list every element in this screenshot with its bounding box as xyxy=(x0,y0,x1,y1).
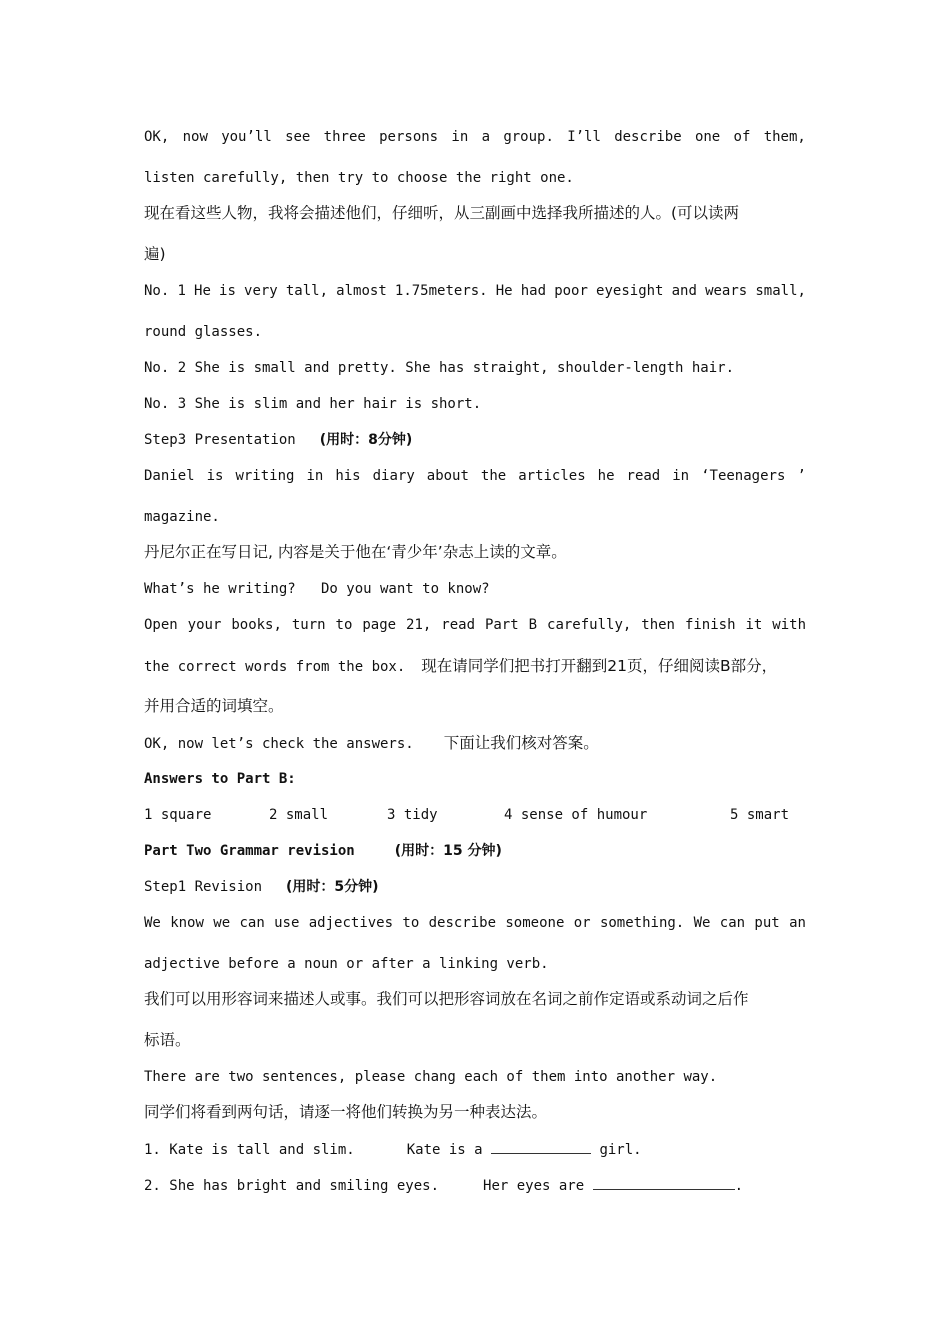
word: he xyxy=(597,468,615,484)
word: then xyxy=(641,617,675,633)
step1-heading xyxy=(144,878,379,896)
word: Part xyxy=(484,617,519,633)
adjective-chinese-line-1: 我们可以用形容词来描述人或事。我们可以把形容词放在名词之前作定语或系动词之后作 xyxy=(144,990,749,1008)
word: read xyxy=(441,617,475,633)
answers-heading: Answers to Part B: xyxy=(144,771,296,787)
exercise-2-end: . xyxy=(734,1178,744,1194)
word: now xyxy=(182,129,208,145)
exercise-2-prompt: Her eyes are xyxy=(483,1178,585,1194)
check-answers-line xyxy=(144,734,599,753)
word: group. xyxy=(503,129,554,145)
paragraph-line-2: listen carefully, then try to choose the right one. xyxy=(144,170,574,186)
word: turn xyxy=(291,617,326,633)
word: 21, xyxy=(406,617,432,633)
exercise-2-blank[interactable] xyxy=(593,1176,735,1190)
exercise-1-blank[interactable] xyxy=(491,1140,591,1154)
word: writing xyxy=(235,468,295,484)
word: read xyxy=(626,468,661,484)
two-sentences-line: There are two sentences, please chang each of them into another way. xyxy=(144,1069,718,1085)
chinese-instruction-line-2: 遍) xyxy=(144,245,166,263)
word: a xyxy=(481,129,491,145)
word: We xyxy=(693,915,711,931)
word: to xyxy=(402,915,420,931)
word: can xyxy=(719,915,746,931)
description-no1-line-2: round glasses. xyxy=(144,324,263,340)
diary-intro-chinese: 丹尼尔正在写日记, 内容是关于他在‘青少年’杂志上读的文章。 xyxy=(144,543,567,561)
word: in xyxy=(306,468,324,484)
word: it xyxy=(745,617,763,633)
word: eyesight xyxy=(596,283,664,299)
word: articles xyxy=(518,468,586,484)
description-no3: No. 3 She is slim and her hair is short. xyxy=(144,396,482,412)
word: small, xyxy=(755,283,806,299)
part-two-heading xyxy=(144,842,502,860)
word: No. xyxy=(144,283,170,299)
word: books, xyxy=(231,617,282,633)
word: see xyxy=(285,129,311,145)
step1-title: Step1 Revision xyxy=(144,879,263,895)
word: adjectives xyxy=(308,915,394,931)
diary-intro-line-2: magazine. xyxy=(144,509,220,525)
word: with xyxy=(772,617,806,633)
word: the xyxy=(480,468,507,484)
word: put xyxy=(754,915,780,931)
word: wears xyxy=(705,283,748,299)
word: carefully, xyxy=(547,617,632,633)
word: very xyxy=(244,283,278,299)
word: ’ xyxy=(797,468,806,484)
word: to xyxy=(335,617,353,633)
open-books-line-2 xyxy=(144,657,777,676)
step3-heading xyxy=(144,431,412,449)
question-line: What’s he writing? Do you want to know? xyxy=(144,581,490,597)
open-books-chinese: 现在请同学们把书打开翻到21页，仔细阅读B部分， xyxy=(421,657,778,675)
word: know xyxy=(170,915,204,931)
step3-time: (用时：8分钟) xyxy=(319,432,413,448)
word: about xyxy=(426,468,469,484)
word: page xyxy=(362,617,397,633)
answer-2: 2 small xyxy=(269,807,329,823)
word: B xyxy=(528,617,538,633)
word: something. xyxy=(599,915,685,931)
exercise-1-prompt: Kate is a xyxy=(406,1142,483,1158)
word: in xyxy=(451,129,469,145)
word: an xyxy=(789,915,806,931)
part-two-time: (用时：15 分钟) xyxy=(394,843,502,859)
word: of xyxy=(733,129,751,145)
word: your xyxy=(187,617,222,633)
word: 1.75meters. xyxy=(394,283,488,299)
adjective-intro-line-2: adjective before a noun or after a linking verb. xyxy=(144,956,549,972)
open-books-line-3: 并用合适的词填空。 xyxy=(144,697,284,715)
diary-intro-line-1 xyxy=(144,467,806,485)
step1-time: (用时：5分钟) xyxy=(286,879,379,895)
word: We xyxy=(144,915,161,931)
word: use xyxy=(274,915,300,931)
step3-title: Step3 Presentation xyxy=(144,432,296,448)
word: Open xyxy=(144,617,178,633)
word: I’ll xyxy=(567,129,601,145)
word: ‘Teenagers xyxy=(701,468,786,484)
word: describe xyxy=(614,129,682,145)
answers-row xyxy=(144,806,806,824)
paragraph-line-1 xyxy=(144,128,806,146)
word: in xyxy=(672,468,690,484)
open-books-line-1 xyxy=(144,616,806,634)
adjective-intro-line-1 xyxy=(144,914,806,932)
word: someone xyxy=(505,915,565,931)
word: you’ll xyxy=(221,129,272,145)
exercise-1-sentence: 1. Kate is tall and slim. xyxy=(144,1142,355,1158)
answer-4: 4 sense of humour xyxy=(504,807,648,823)
word: persons xyxy=(379,129,439,145)
word: 1 xyxy=(177,283,186,299)
word: is xyxy=(219,283,236,299)
word: had xyxy=(520,283,547,299)
word: OK, xyxy=(144,129,170,145)
exercise-1 xyxy=(144,1140,642,1159)
part-two-title: Part Two Grammar revision xyxy=(144,843,355,859)
word: one xyxy=(694,129,721,145)
word: poor xyxy=(554,283,588,299)
check-answers-english: OK, now let’s check the answers. xyxy=(144,736,414,752)
exercise-2 xyxy=(144,1176,743,1195)
answer-3: 3 tidy xyxy=(387,807,438,823)
two-sentences-chinese: 同学们将看到两句话，请逐一将他们转换为另一种表达法。 xyxy=(144,1103,548,1121)
word: tall, xyxy=(285,283,329,299)
word: He xyxy=(495,283,513,299)
adjective-chinese-line-2: 标语。 xyxy=(144,1031,191,1049)
word: we xyxy=(213,915,231,931)
word: and xyxy=(671,283,697,299)
check-answers-chinese: 下面让我们核对答案。 xyxy=(443,734,599,752)
word: Daniel xyxy=(144,468,195,484)
word: describe xyxy=(428,915,497,931)
description-no2: No. 2 She is small and pretty. She has straight, shoulder-length hair. xyxy=(144,360,735,376)
word: is xyxy=(206,468,224,484)
description-no1-line-1 xyxy=(144,282,806,300)
word: or xyxy=(573,915,591,931)
chinese-instruction-line-1: 现在看这些人物，我将会描述他们，仔细听，从三副画中选择我所描述的人。(可以读两 xyxy=(144,204,740,222)
word: almost xyxy=(336,283,387,299)
word: them, xyxy=(763,129,806,145)
word: He xyxy=(194,283,211,299)
answer-1: 1 square xyxy=(144,807,212,823)
word: diary xyxy=(372,468,415,484)
word: three xyxy=(323,129,366,145)
word: finish xyxy=(684,617,736,633)
exercise-2-sentence: 2. She has bright and smiling eyes. xyxy=(144,1178,440,1194)
open-books-english: the correct words from the box. xyxy=(144,659,406,675)
answer-5: 5 smart xyxy=(730,807,790,823)
exercise-1-end: girl. xyxy=(599,1142,642,1158)
word: his xyxy=(335,468,361,484)
word: can xyxy=(239,915,265,931)
